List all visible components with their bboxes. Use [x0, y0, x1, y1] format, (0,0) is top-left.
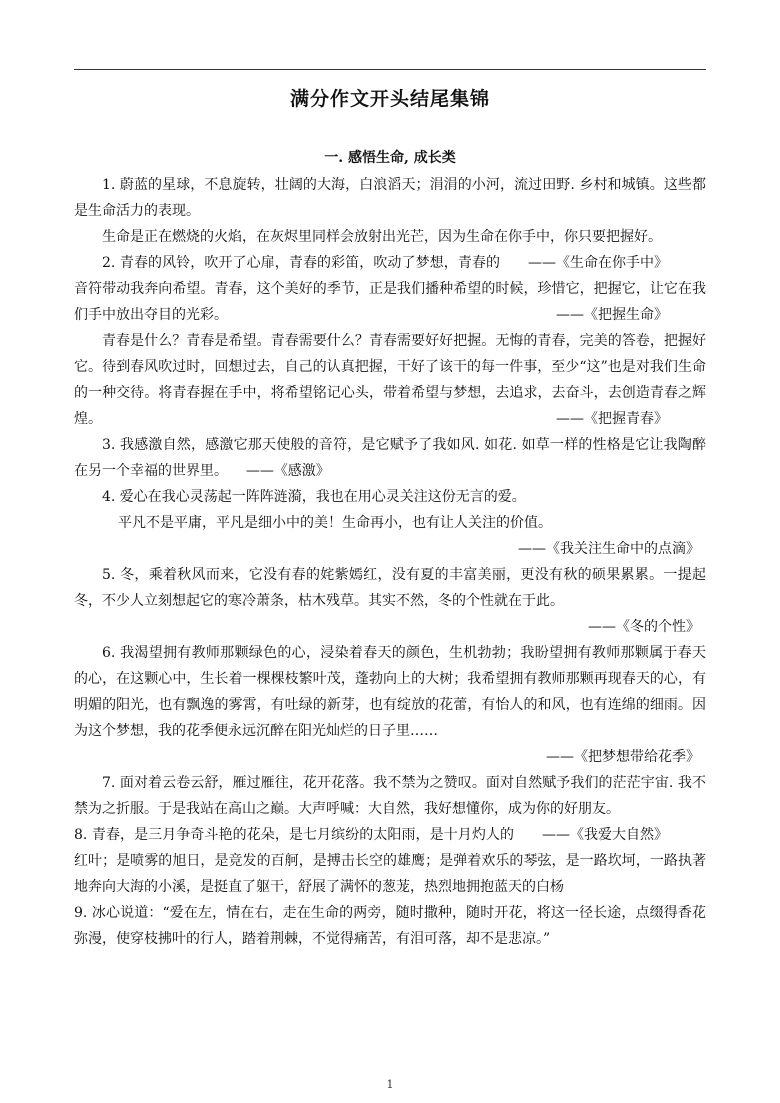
paragraph-4 — [74, 328, 706, 432]
paragraph-12: 9. 冰心说道：“爱在左，情在右，走在生命的两旁，随时撒种，随时开花，将这一径长途，点缀得香花弥漫，使穿枝拂叶的行人，踏着荆棘，不觉得痛苦，有泪可落，却不是悲凉。” — [74, 905, 706, 947]
article-body — [74, 172, 706, 952]
paragraph-4-text: 青春是什么？青春是希望。青春需要什么？青春需要好好把握。无悔的青春，完美的答卷，把握好它。待到春风吹过时，回想过去，自己的认真把握，干好了该干的每一件事，至少“这”也是对我们生命的一种交待。将青春握在手中，将希望铭记心头，带着希望与梦想，去追求，去奋斗，去创造青春之辉煌。 — [74, 333, 706, 427]
paragraph-6: 4. 爱心在我心灵荡起一阵阵涟漪，我也在用心灵关注这份无言的爱。 — [102, 489, 526, 505]
paragraph-5 — [74, 432, 706, 484]
paragraph-10-text: 7. 面对着云卷云舒，雁过雁往，花开花落。我不禁为之赞叹。面对自然赋予我们的茫茫宇宙. 我不禁为之折服。于是我站在高山之巅。大声呼喊：大自然，我好想懂你，成为你的好朋友。 — [74, 775, 706, 817]
paragraph-3-text: 2. 青春的风铃，吹开了心扉，青春的彩笛，吹动了梦想，青春的音符带动我奔向希望。青春，这个美好的季节，正是我们播种希望的时候，珍惜它，把握它，让它在我们手中放出夺目的光彩。 — [74, 255, 706, 323]
source-5: ——《感激》 — [245, 463, 330, 479]
source-8: ——《冬的个性》 — [588, 619, 700, 635]
paragraph-9: 6. 我渴望拥有教师那颗绿色的心，浸染着春天的颜色，生机勃勃；我盼望拥有教师那颗属于春天的心，在这颗心中，生长着一棵棵枝繁叶茂，蓬勃向上的大树；我希望拥有教师那颗再现春天的心，有明媚的阳光，也有飘逸的雾霄，有吐绿的新芽，也有绽放的花蕾，有怡人的和风，也有连绵的细雨。因为这个梦想，我的花季便永远沉醉在阳光灿烂的日子里…… — [74, 645, 706, 739]
source-7: ——《我关注生命中的点滴》 — [518, 541, 700, 557]
paragraph-10 — [74, 770, 706, 843]
source-2: ——《生命在你手中》 — [528, 255, 668, 271]
paragraph-2 — [74, 224, 706, 271]
header-rule — [74, 69, 706, 70]
paragraph-7: 平凡不是平庸，平凡是细小中的美！生命再小，也有让人关注的价值。 — [118, 515, 552, 531]
source-4: ——《把握青春》 — [556, 411, 668, 427]
section-heading: 一. 感悟生命, 成长类 — [324, 150, 456, 166]
page-title: 满分作文开头结尾集锦 — [289, 88, 490, 110]
paragraph-1: 1. 蔚蓝的星球，不息旋转，壮阔的大海，白浪滔天；涓涓的小河，流过田野. 乡村和城镇。这些都是生命活力的表现。 — [74, 177, 706, 219]
paragraph-5-text: 3. 我感激自然，感激它那天使般的音符，是它赋予了我如风. 如花. 如草一样的性格是它让我陶醉在另一个幸福的世界里。 — [74, 437, 706, 479]
source-3: ——《把握生命》 — [556, 307, 668, 323]
page-number: 1 — [386, 1078, 394, 1091]
source-9: ——《把梦想带给花季》 — [546, 749, 700, 765]
paragraph-11: 8. 青春，是三月争奇斗艳的花朵，是七月缤纷的太阳雨，是十月灼人的红叶；是喷雾的旭日，是竞发的百舸，是搏击长空的雄鹰；是弹着欢乐的琴弦，是一路坎坷，一路执著地奔向大海的小溪，是挺直了躯干，舒展了满怀的葱茏，热烈地拥抱蓝天的白杨 — [74, 827, 706, 895]
paragraph-8: 5. 冬，乘着秋风而来，它没有春的姹紫嫣红，没有夏的丰富美丽，更没有秋的硕果累累。一提起冬，不少人立刻想起它的寒冷萧条，枯木残草。其实不然，冬的个性就在于此。 — [74, 567, 706, 609]
source-10: ——《我爱大自然》 — [542, 827, 668, 843]
paragraph-2-text: 生命是正在燃烧的火焰，在灰烬里同样会放射出光芒，因为生命在你手中，你只要把握好。 — [102, 229, 662, 245]
